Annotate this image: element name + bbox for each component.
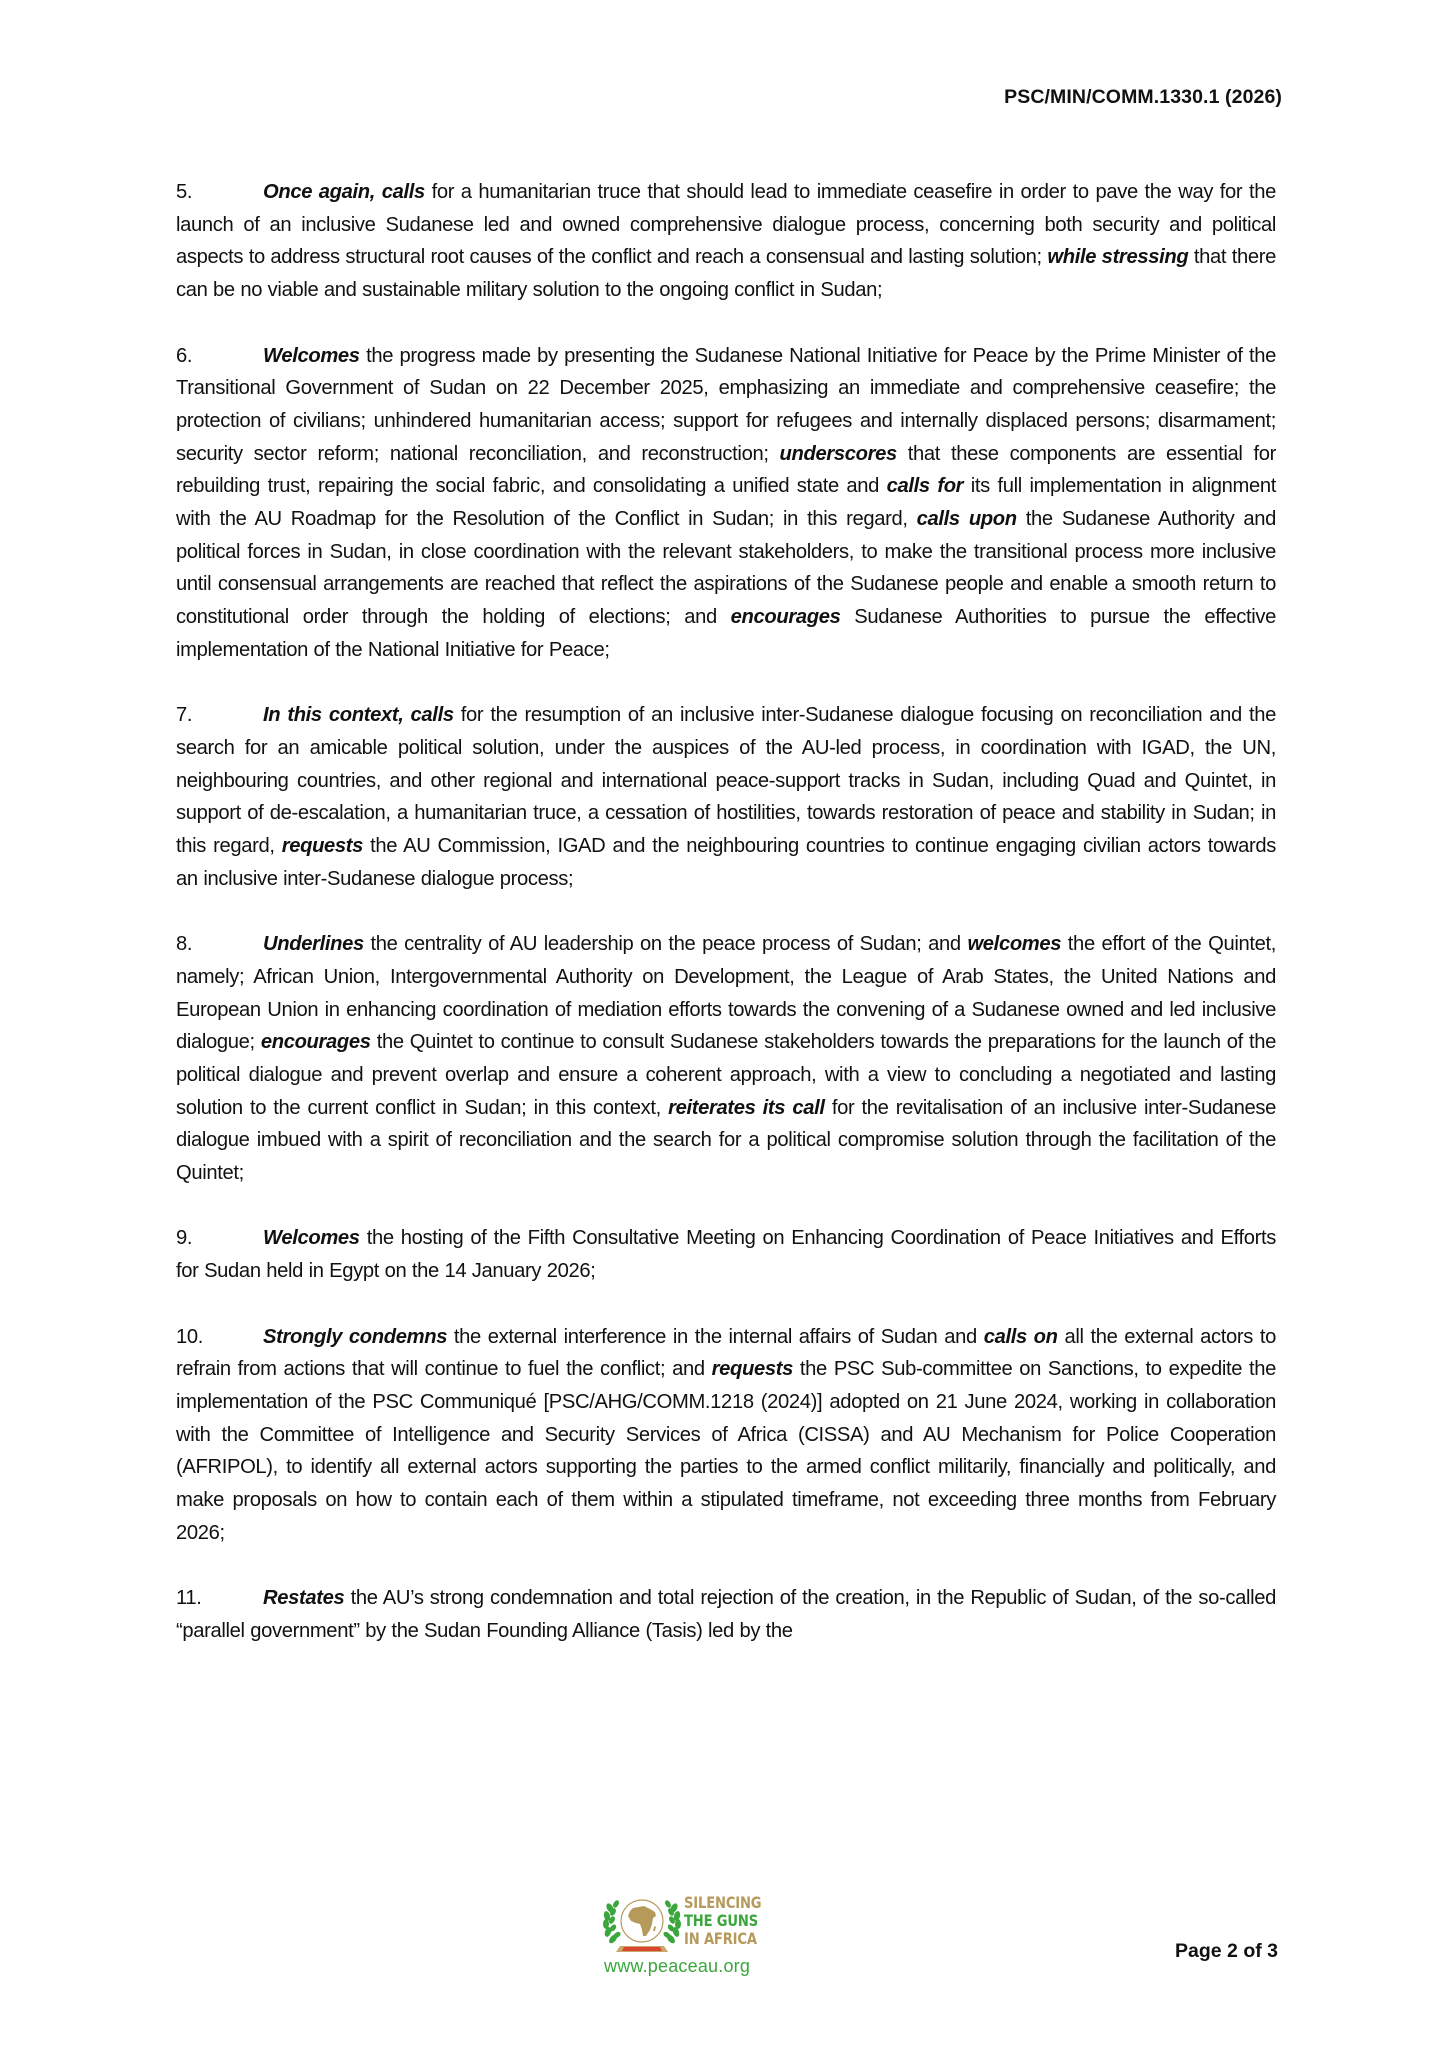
silencing-the-guns-logo	[600, 1894, 800, 1984]
operative-keyword: In this context, calls	[263, 704, 454, 727]
paragraph-text: for the resumption of an inclusive inter-Sudanese dialogue focusing on reconciliation and the search for an amicable political solution, under the auspices of the AU-led process, in coordination with IGAD, the UN, neighbouring countries, and other regional and international peace-support tracks in Sudan, including Quad and Quintet, in support of de-escalation, a humanitarian truce, a cessation of hostilities, towards restoration of peace and stability in Sudan; in this regard,	[176, 704, 1277, 858]
operative-keyword: calls upon	[916, 508, 1017, 531]
operative-keyword: encourages	[260, 1031, 371, 1054]
paragraph-text: the effort of the Quintet, namely; African Union, Intergovernmental Authority on Development, the League of Arab States, the United Nations and European Union in enhancing coordination of mediation efforts towards the convening of a Sudanese owned and led inclusive dialogue;	[176, 933, 1276, 1054]
operative-keyword: calls for	[886, 475, 964, 498]
document-reference: PSC/MIN/COMM.1330.1 (2026)	[1004, 86, 1282, 108]
paragraph	[176, 1222, 1276, 1287]
paragraph-text: the external interference in the internal affairs of Sudan and	[447, 1325, 984, 1348]
paragraph	[176, 1582, 1276, 1647]
operative-keyword: Once again, calls	[263, 181, 425, 203]
paragraph-text: for the revitalisation of an inclusive inter-Sudanese dialogue imbued with a spirit of reconciliation and the search for a political compromise solution through the facilitation of the Quintet;	[176, 1096, 1276, 1185]
paragraph	[176, 1321, 1276, 1550]
paragraph-number: 8.	[176, 933, 193, 956]
operative-keyword: calls on	[983, 1325, 1058, 1348]
paragraph-text: that these components are essential for rebuilding trust, repairing the social fabric, and consolidating a unified state and	[176, 442, 1276, 498]
document-body	[176, 176, 1276, 1680]
paragraph-number: 5.	[176, 181, 193, 203]
paragraph-text: the hosting of the Fifth Consultative Meeting on Enhancing Coordination of Peace Initiatives and Efforts for Sudan held in Egypt on the 14 January 2026;	[176, 1227, 1276, 1283]
paragraph-number: 6.	[176, 344, 193, 367]
paragraph	[176, 340, 1276, 667]
operative-keyword: requests	[711, 1358, 794, 1381]
paragraph-number: 9.	[176, 1227, 193, 1250]
paragraph-number: 10.	[176, 1325, 204, 1348]
paragraph-text: the AU’s strong condemnation and total rejection of the creation, in the Republic of Sudan, of the so-called “parallel government” by the Sudan Founding Alliance (Tasis) led by the	[176, 1587, 1276, 1642]
website-link[interactable]: www.peaceau.org	[604, 1956, 751, 1976]
paragraph-text: its full implementation in alignment with the AU Roadmap for the Resolution of the Conflict in Sudan; in this regard,	[176, 475, 1276, 531]
page-number: Page 2 of 3	[1175, 1940, 1278, 1962]
paragraph-text: Sudanese Authorities to pursue the effective implementation of the National Initiative for Peace;	[176, 606, 1276, 661]
paragraph-text: the progress made by presenting the Sudanese National Initiative for Peace by the Prime Minister of the Transitional Government of Sudan on 22 December 2025, emphasizing an immediate and comprehensive ceasefire; the protection of civilians; unhindered humanitarian access; support for refugees and internally displaced persons; disarmament; security sector reform; national reconciliation, and reconstruction;	[176, 344, 1276, 465]
paragraph	[176, 176, 1276, 307]
operative-keyword: requests	[281, 835, 364, 858]
paragraph-text: the centrality of AU leadership on the peace process of Sudan; and	[363, 933, 968, 956]
paragraph-number: 7.	[176, 704, 193, 727]
operative-keyword: Underlines	[263, 933, 364, 956]
operative-keyword: Restates	[263, 1587, 345, 1610]
logo-line-in-africa: IN AFRICA	[684, 1929, 757, 1948]
paragraph-text: that there can be no viable and sustainable military solution to the ongoing conflict in Sudan;	[176, 246, 1276, 302]
operative-keyword: Welcomes	[263, 1227, 360, 1250]
operative-keyword: encourages	[730, 606, 841, 629]
logo-line-silencing: SILENCING	[684, 1893, 762, 1912]
operative-keyword: Welcomes	[263, 344, 360, 367]
operative-keyword: Strongly condemns	[263, 1325, 448, 1348]
paragraph-text: the AU Commission, IGAD and the neighbouring countries to continue engaging civilian actors towards an inclusive inter-Sudanese dialogue process;	[176, 835, 1276, 890]
paragraph-text: the PSC Sub-committee on Sanctions, to expedite the implementation of the PSC Communiqué [PSC/AHG/COMM.1218 (2024)] adopted on 21 June 2024, working in collaboration with the Committee of Intelligence and Security Services of Africa (CISSA) and AU Mechanism for Police Cooperation (AFRIPOL), to identify all external actors supporting the parties to the armed conflict militarily, financially and politically, and make proposals on how to contain each of them within a stipulated timeframe, not exceeding three months from February 2026;	[176, 1358, 1276, 1544]
paragraph	[176, 928, 1276, 1190]
operative-keyword: underscores	[779, 442, 897, 465]
african-union-emblem-icon	[600, 1894, 684, 1958]
operative-keyword: welcomes	[967, 933, 1062, 956]
paragraph-text: for a humanitarian truce that should lead to immediate ceasefire in order to pave the way for the launch of an inclusive Sudanese led and owned comprehensive dialogue process, concerning both security and political aspects to address structural root causes of the conflict and reach a consensual and lasting solution;	[176, 181, 1277, 269]
operative-keyword: while stressing	[1047, 246, 1189, 269]
operative-keyword: reiterates its call	[668, 1096, 825, 1119]
paragraph-text: the Quintet to continue to consult Sudanese stakeholders towards the preparations for the launch of the political dialogue and prevent overlap and ensure a coherent approach, with a view to concluding a negotiated and lasting solution to the current conflict in Sudan; in this context,	[176, 1031, 1276, 1119]
logo-text	[684, 1894, 761, 1948]
paragraph-text: all the external actors to refrain from actions that will continue to fuel the conflict; and	[176, 1325, 1277, 1381]
paragraph-text: the Sudanese Authority and political forces in Sudan, in close coordination with the relevant stakeholders, to make the transitional process more inclusive until consensual arrangements are reached that reflect the aspirations of the Sudanese people and enable a smooth return to constitutional order through the holding of elections; and	[176, 508, 1277, 629]
paragraph-number: 11.	[176, 1587, 202, 1610]
logo-line-the-guns: THE GUNS	[684, 1911, 759, 1930]
paragraph	[176, 699, 1276, 895]
